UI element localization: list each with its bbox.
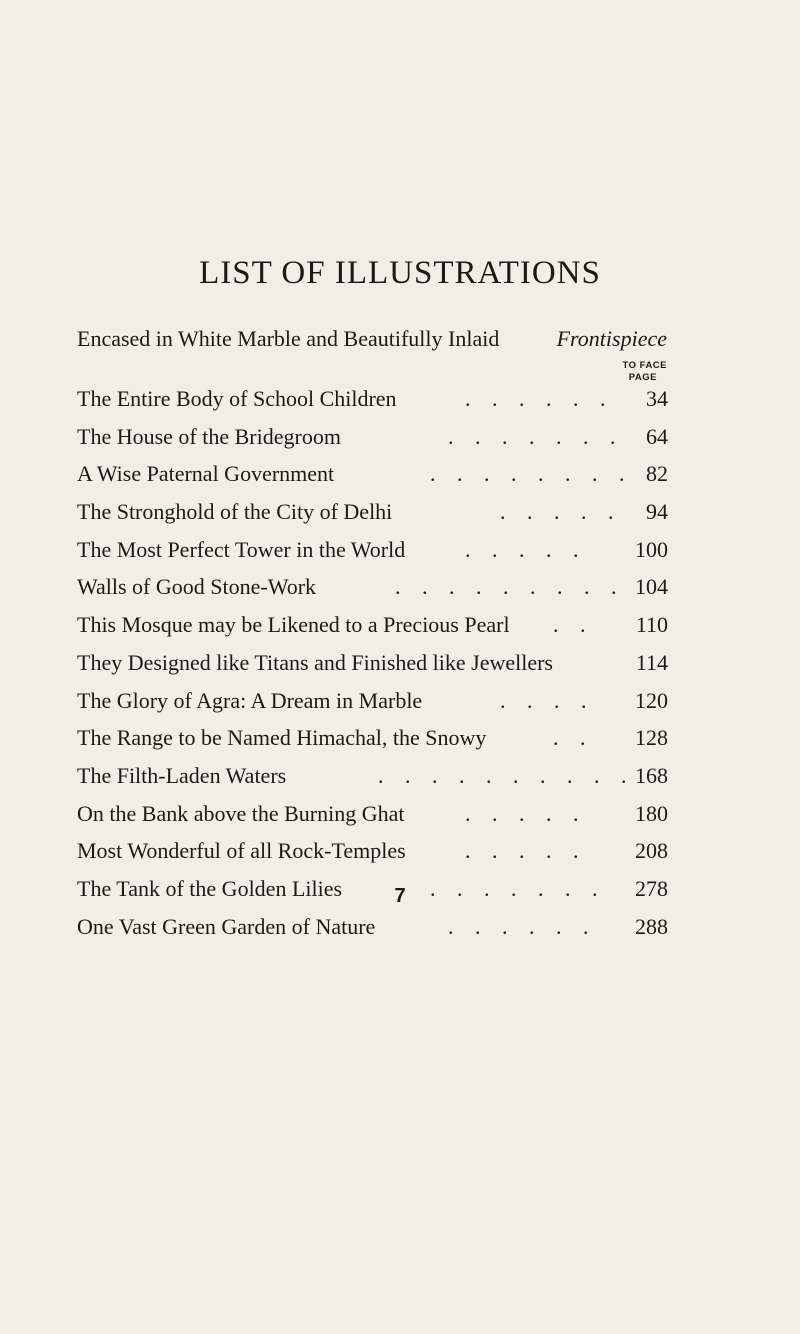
entry-caption: A Wise Paternal Government (77, 461, 335, 487)
list-item (77, 568, 668, 606)
entry-leader-dots: . . . . . . . . . (395, 574, 625, 600)
entry-page: 128 (635, 725, 668, 751)
entry-leader-dots: . . . . . . . (448, 423, 624, 449)
entry-page: 64 (646, 423, 668, 449)
entry-caption: The House of the Bridegroom (77, 423, 341, 449)
entry-page: 114 (635, 649, 668, 675)
list-item (77, 832, 668, 870)
entry-page: 94 (646, 499, 668, 525)
frontispiece-label: Frontispiece (556, 326, 667, 351)
entry-caption: The Tank of the Golden Lilies (77, 875, 343, 901)
entry-caption: The Stronghold of the City of Delhi (77, 499, 393, 525)
list-item (77, 908, 668, 946)
entry-page: 34 (646, 386, 668, 411)
entry-page: 120 (635, 687, 668, 713)
entry-leader-dots: . . . . (500, 687, 595, 713)
list-item (77, 455, 668, 493)
entry-caption: The Range to be Named Himachal, the Snowy (77, 725, 487, 751)
entry-caption: The Entire Body of School Children (77, 386, 397, 411)
entry-page: 110 (635, 612, 668, 638)
column-heading-line2: PAGE (628, 372, 657, 383)
list-item (77, 795, 668, 833)
entry-leader-dots: . . . . . . . . (430, 461, 633, 487)
entry-leader-dots: . . . . . (465, 800, 587, 826)
entry-page: 180 (635, 800, 668, 826)
entry-page: 100 (635, 536, 668, 562)
entry-leader-dots: . . . . . (500, 499, 622, 525)
entry-leader-dots: . . . . . . (448, 913, 597, 939)
entry-leader-dots: . . . . . . (465, 386, 614, 411)
page-title: LIST OF ILLUSTRATIONS (199, 255, 601, 291)
frontispiece-entry (77, 326, 667, 352)
entry-caption: The Glory of Agra: A Dream in Marble (77, 687, 423, 713)
entry-page: 104 (635, 574, 668, 600)
entry-page: 168 (635, 762, 668, 788)
list-item (77, 418, 668, 456)
entry-page: 82 (646, 461, 668, 487)
list-item (77, 719, 668, 757)
entry-leader-dots: . . . . . . . (430, 875, 606, 901)
list-item (77, 682, 668, 720)
entry-leader-dots: . . . . . (465, 838, 587, 864)
entry-leader-dots: . . (553, 725, 594, 751)
list-item (77, 606, 668, 644)
frontispiece-caption: Encased in White Marble and Beautifully Inlaid (77, 326, 500, 351)
list-item (77, 757, 668, 795)
entry-page: 278 (635, 875, 668, 901)
entry-caption: Walls of Good Stone-Work (77, 574, 317, 600)
list-item (77, 380, 668, 418)
entry-caption: On the Bank above the Burning Ghat (77, 800, 405, 826)
entry-caption: This Mosque may be Likened to a Precious Pearl (77, 612, 510, 638)
entry-leader-dots: . . (553, 612, 594, 638)
column-heading-line1: TO FACE (622, 360, 667, 371)
entry-caption: They Designed like Titans and Finished like Jewellers (77, 649, 553, 675)
entry-caption: Most Wonderful of all Rock-Temples (77, 838, 406, 864)
entry-caption: The Most Perfect Tower in the World (77, 536, 406, 562)
entry-leader-dots: . . . . . . . . . . (378, 762, 635, 788)
list-item (77, 531, 668, 569)
page-number: 7 (394, 885, 406, 907)
list-item (77, 493, 668, 531)
entry-caption: The Filth-Laden Waters (77, 762, 287, 788)
entry-leader-dots: . . . . . (465, 536, 587, 562)
entry-caption: One Vast Green Garden of Nature (77, 913, 376, 939)
entry-page: 288 (635, 913, 668, 939)
entry-page: 208 (635, 838, 668, 864)
list-item (77, 644, 668, 682)
illustrations-list (77, 380, 668, 945)
